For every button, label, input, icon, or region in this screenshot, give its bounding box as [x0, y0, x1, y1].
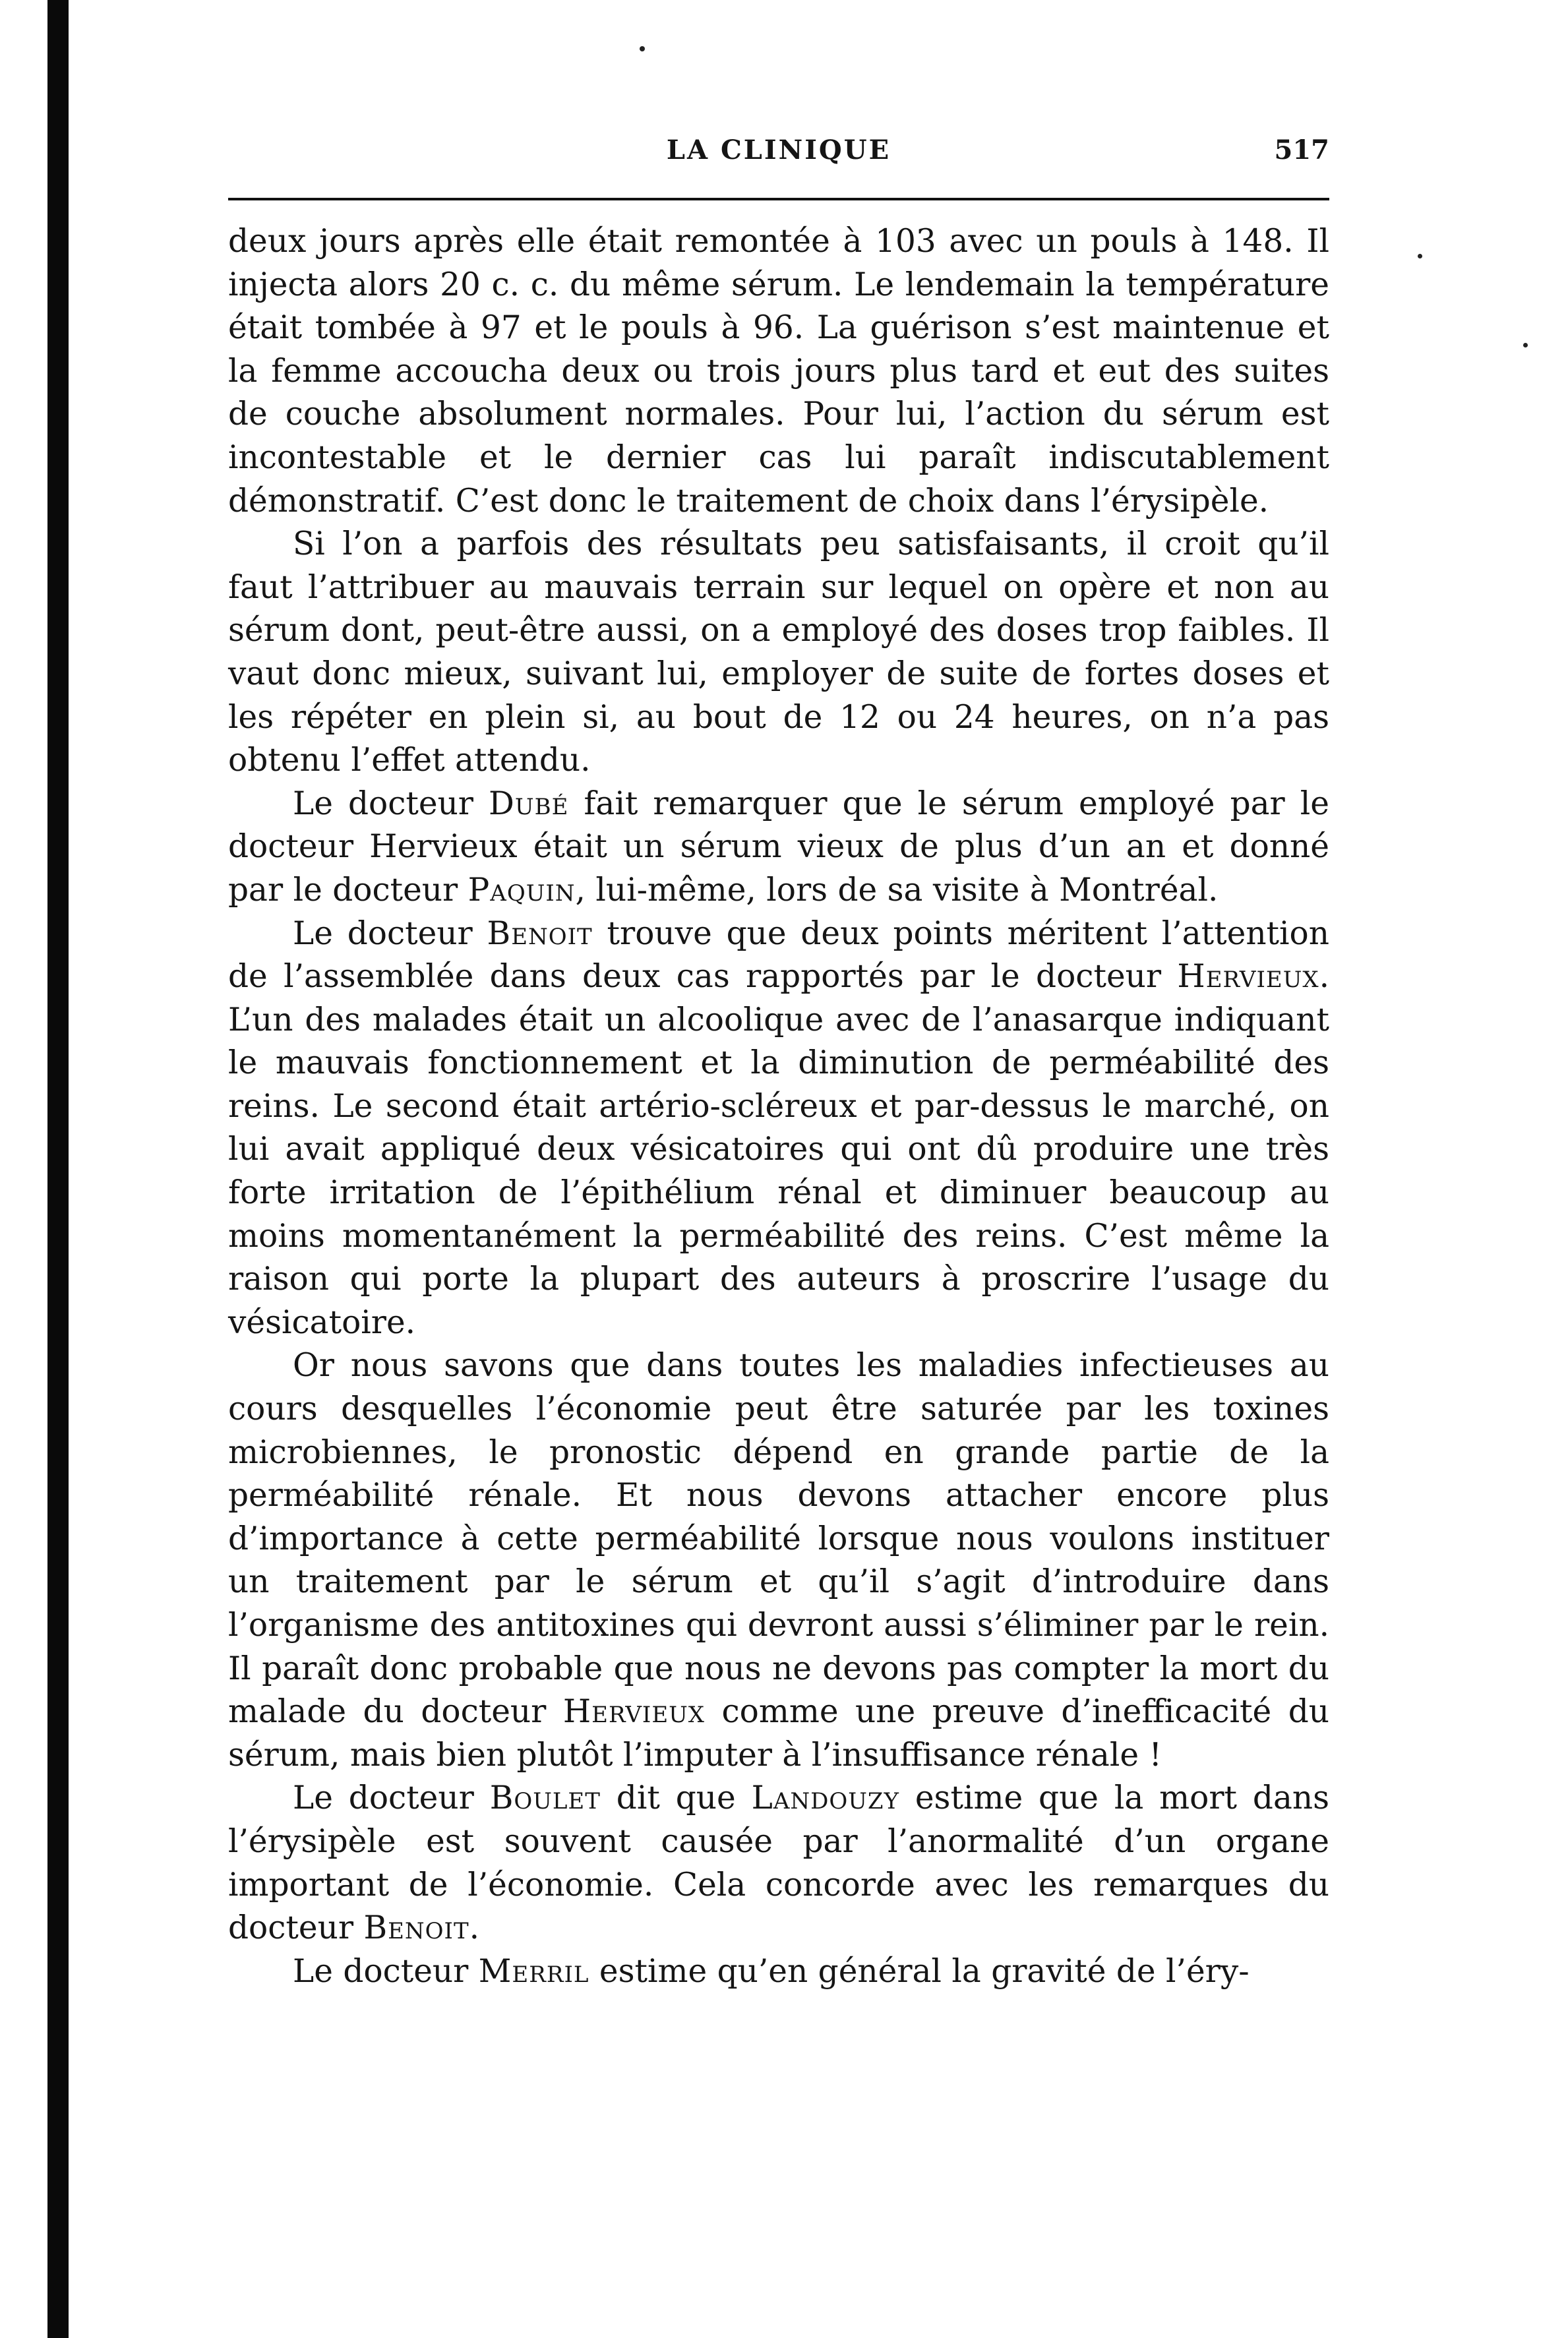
paragraph [228, 523, 1329, 783]
text-run: Le docteur [293, 1780, 490, 1817]
person-name: Benoit [487, 914, 593, 952]
paragraph [228, 1344, 1329, 1777]
person-name: Boulet [489, 1780, 601, 1817]
text-run: . [469, 1909, 480, 1947]
paragraph [228, 783, 1329, 913]
page-number: 517 [1274, 135, 1329, 165]
person-name: Hervieux [562, 1693, 705, 1731]
paragraph [228, 1950, 1329, 1994]
person-name: Benoit [363, 1909, 469, 1947]
text-run: dit que [600, 1780, 752, 1817]
text-run: . L’un des malades était un alcoolique avec de l’anasarque indiquant le mauvais fonctionnement et la diminution de perméabilité des reins. Le second était artério-scléreux et par-dessus le marché, on lui avait appliqué deux vésicatoires qui ont dû produire une très forte irritation de l’épithélium rénal et diminuer beaucoup au moins momentanément la perméabilité des reins. C’est même la raison qui porte la plupart des auteurs à proscrire l’usage du vésicatoire. [228, 958, 1329, 1341]
text-run: comme une preuve d’inefficacité du sérum, mais bien plutôt l’imputer à l’insuffisance rénale ! [228, 1693, 1329, 1774]
text-run: Or nous savons que dans toutes les maladies infectieuses au cours desquelles l’économie peut être saturée par les toxines microbiennes, le pronostic dépend en grande partie de la perméabilité rénale. Et nous devons attacher encore plus d’importance à cette perméabilité lorsque nous voulons instituer un traitement par le sérum et qu’il s’agit d’introduire dans l’organisme des antitoxines qui devront aussi s’éliminer par le rein. Il paraît donc probable que nous ne devons pas compter la mort du malade du docteur [228, 1347, 1329, 1731]
binding-edge [47, 0, 69, 2338]
text-run: fait remarquer que le sérum employé par le docteur Hervieux était un sérum vieux de plus d’un an et donné par le docteur [228, 785, 1329, 909]
text-run: estime qu’en général la gravité de l’éry- [589, 1952, 1250, 1990]
text-run: estime que la mort dans l’érysipèle est souvent causée par l’anormalité d’un organe important de l’économie. Cela concorde avec les remarques du docteur [228, 1780, 1330, 1947]
text-run: Le docteur [293, 914, 487, 952]
page-header [228, 132, 1329, 178]
person-name: Hervieux [1177, 958, 1319, 996]
scan-speck [1418, 254, 1422, 258]
scan-speck [1523, 343, 1528, 347]
paragraph [228, 913, 1329, 1345]
text-run: Si l’on a parfois des résultats peu satisfaisants, il croit qu’il faut l’attribuer au mauvais terrain sur lequel on opère et non au sérum dont, peut-être aussi, on a employé des doses trop faibles. Il vaut donc mieux, suivant lui, employer de suite de fortes doses et les répéter en plein si, au bout de 12 ou 24 heures, on n’a pas obtenu l’effet attendu. [228, 525, 1329, 779]
person-name: Landouzy [751, 1780, 899, 1817]
paragraph [228, 1777, 1329, 1950]
text-run: deux jours après elle était remontée à 103 avec un pouls à 148. Il injecta alors 20 c. c. du même sérum. Le lendemain la température était tombée à 97 et le pouls à 96. La guérison s’est maintenue et la femme accoucha deux ou trois jours plus tard et eut des suites de couche absolument normales. Pour lui, l’action du sérum est incontestable et le dernier cas lui paraît indiscutablement démonstratif. C’est donc le traitement de choix dans l’érysipèle. [228, 223, 1329, 520]
running-title: LA CLINIQUE [666, 135, 891, 165]
scan-speck [640, 46, 645, 51]
paragraph [228, 220, 1329, 523]
text-run: , lui-même, lors de sa visite à Montréal. [575, 871, 1219, 909]
person-name: Merril [478, 1952, 589, 1990]
header-rule [228, 198, 1329, 200]
text-run: Le docteur [293, 785, 489, 822]
person-name: Dubé [489, 785, 569, 822]
text-run: trouve que deux points méritent l’attention de l’assemblée dans deux cas rapportés par le docteur [228, 914, 1329, 996]
body-text [228, 220, 1329, 1993]
person-name: Paquin [467, 871, 576, 909]
text-run: Le docteur [293, 1952, 479, 1990]
